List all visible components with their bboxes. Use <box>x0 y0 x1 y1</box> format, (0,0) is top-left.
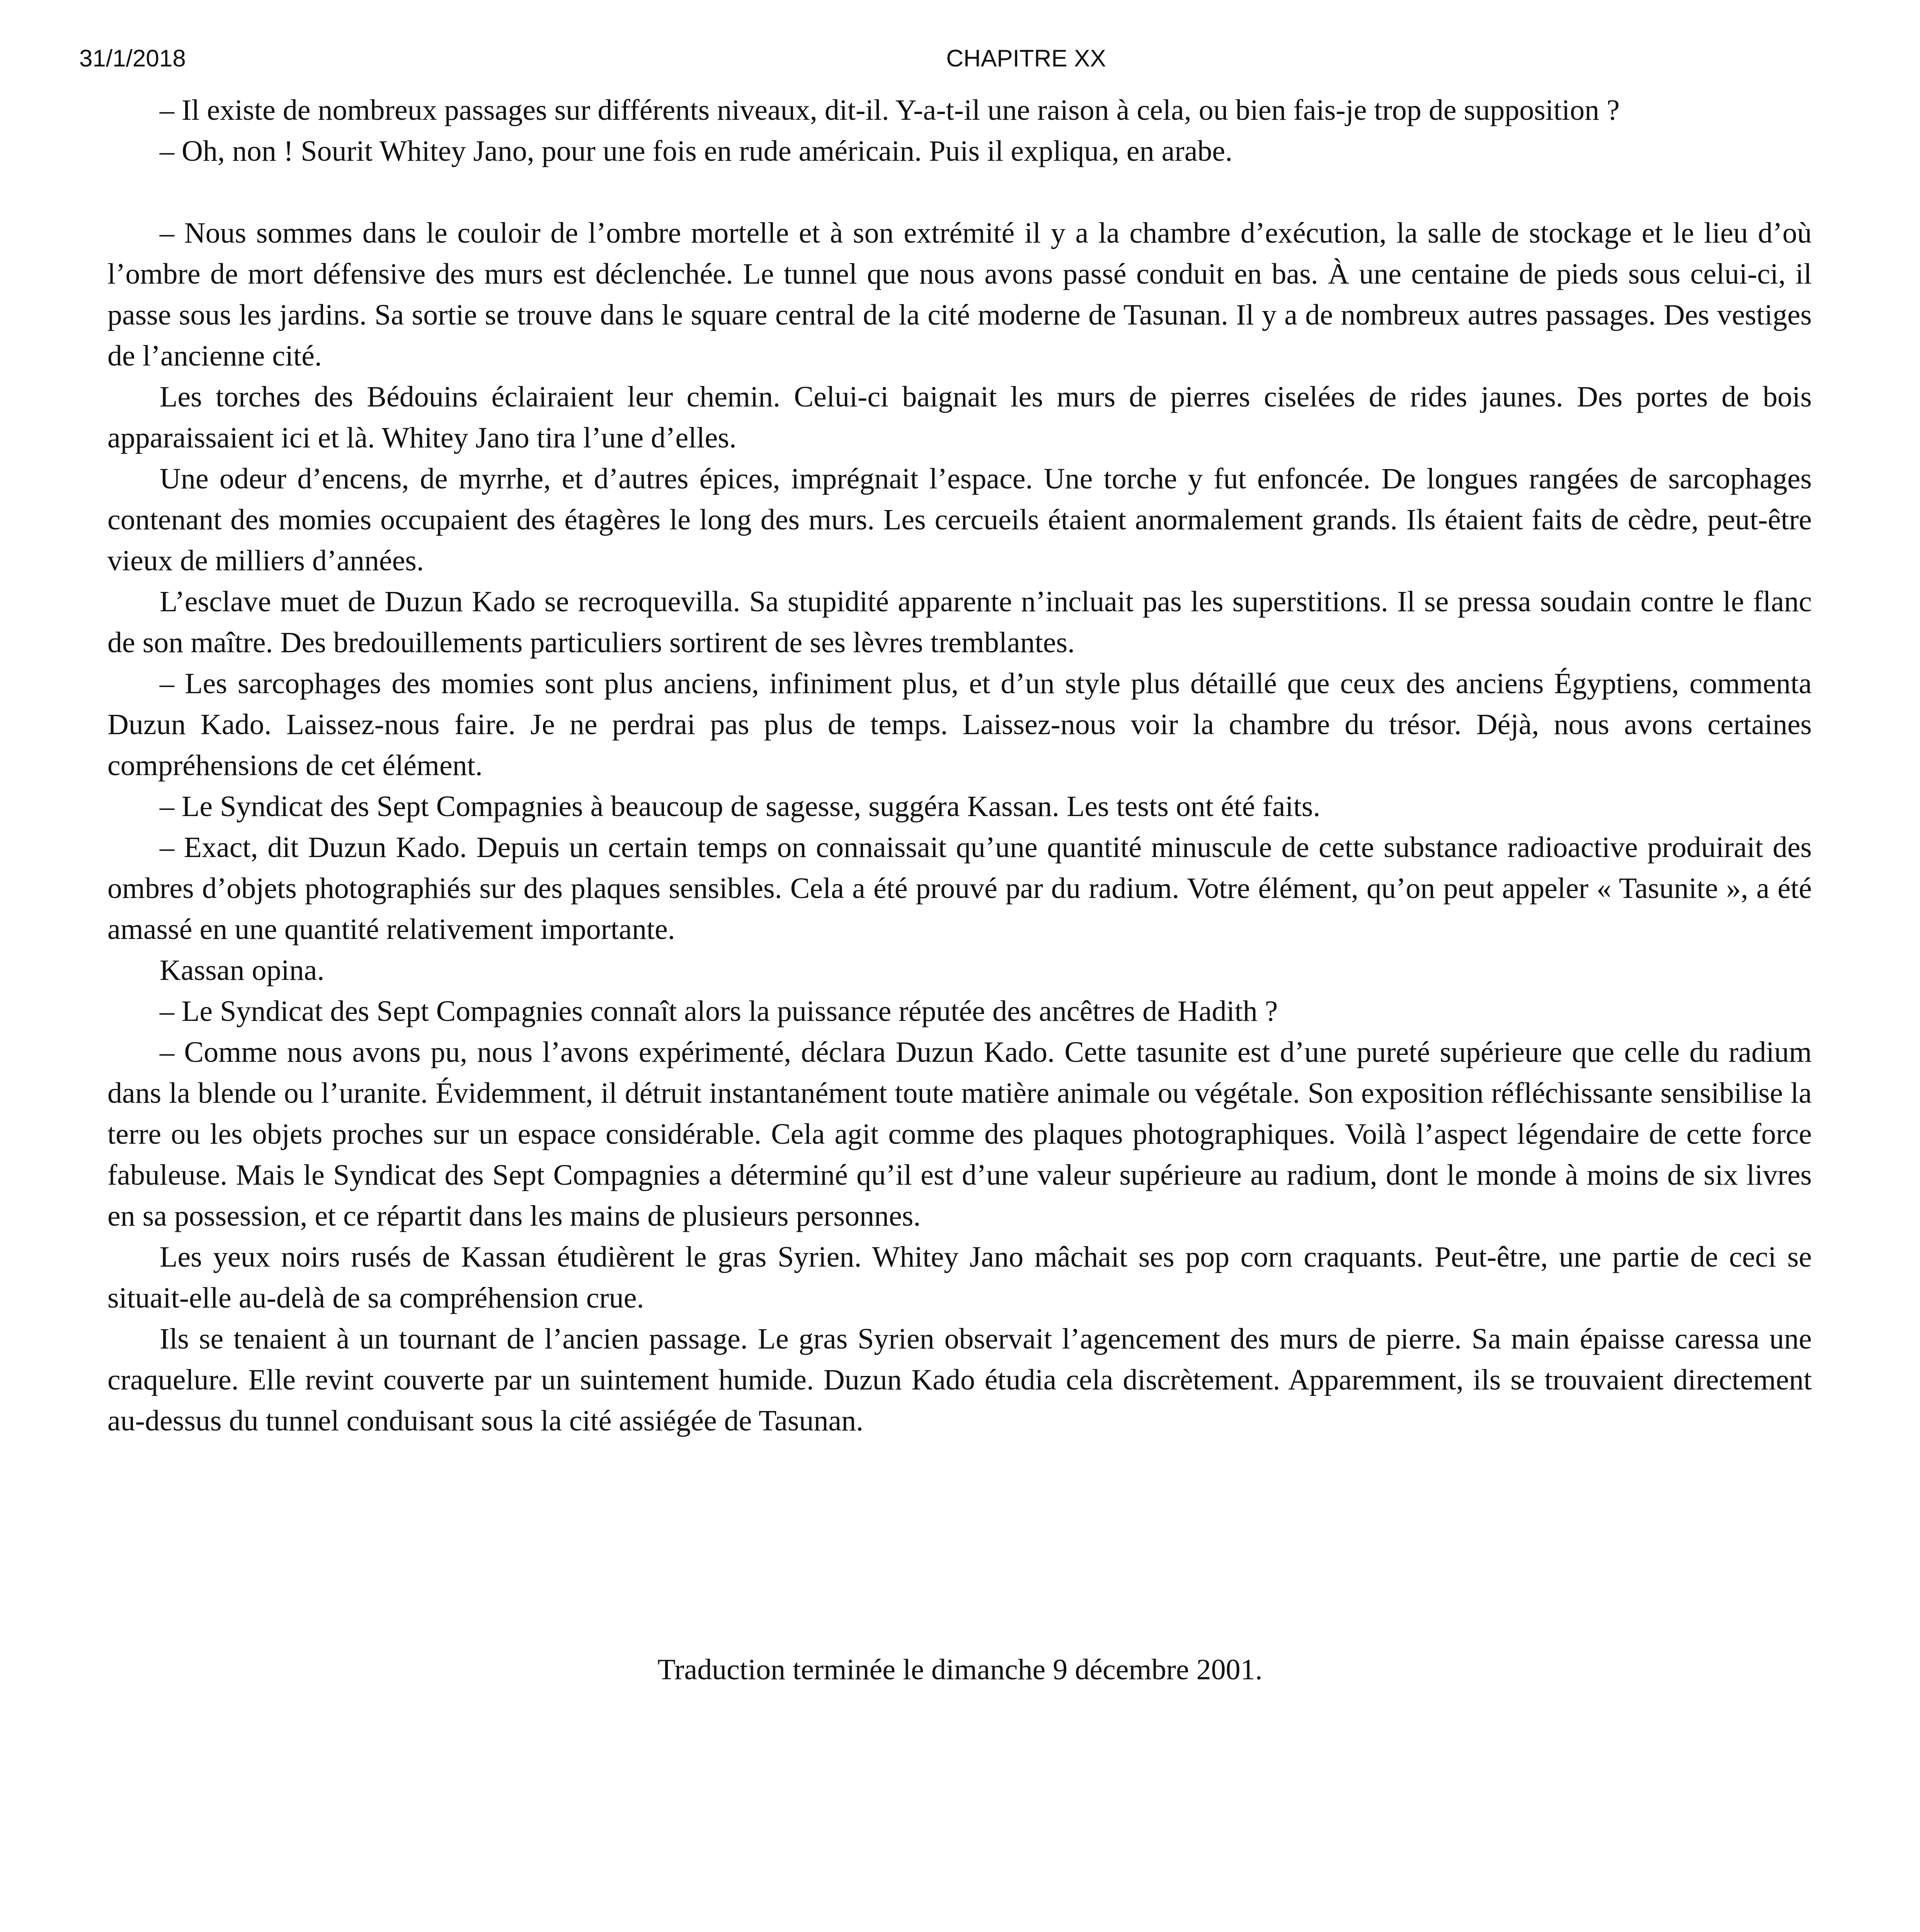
paragraph: – Les sarcophages des momies sont plus anciens, infiniment plus, et d’un style plus détaillé que ceux des anciens Égyptiens, commenta Duzun Kado. Laissez-nous faire. Je ne perdrai pas plus de temps. Laissez-nous voir la chambre du trésor. Déjà, nous avons certaines compréhensions de cet élément. <box>107 667 1812 782</box>
page-title: CHAPITRE XX <box>946 45 1106 72</box>
print-date: 31/1/2018 <box>79 45 186 72</box>
paragraph: Kassan opina. <box>160 954 325 986</box>
paragraph: – Le Syndicat des Sept Compagnies connaît alors la puissance réputée des ancêtres de Hadith ? <box>160 995 1278 1027</box>
paragraph: – Comme nous avons pu, nous l’avons expérimenté, déclara Duzun Kado. Cette tasunite est d’une pureté supérieure que celle du radium dans la blende ou l’uranite. Évidemment, il détruit instantanément toute matière animale ou végétale. Son exposition réfléchissante sensibilise la terre ou les objets proches sur un espace considérable. Cela agit comme des plaques photographiques. Voilà l’aspect légendaire de cette force fabuleuse. Mais le Syndicat des Sept Compagnies a déterminé qu’il est d’une valeur supérieure au radium, dont le monde à moins de six livres en sa possession, et ce répartit dans les mains de plusieurs personnes. <box>107 1036 1812 1232</box>
paragraph: – Il existe de nombreux passages sur différents niveaux, dit-il. Y-a-t-il une raison à cela, ou bien fais-je trop de supposition ? <box>160 94 1620 126</box>
paragraph: L’esclave muet de Duzun Kado se recroquevilla. Sa stupidité apparente n’incluait pas les superstitions. Il se pressa soudain contre le flanc de son maître. Des bredouillements particuliers sortirent de ses lèvres tremblantes. <box>107 585 1812 659</box>
page-header <box>0 43 1920 74</box>
translation-note: Traduction terminée le dimanche 9 décembre 2001. <box>657 1653 1263 1686</box>
chapter-body <box>107 90 1812 1441</box>
paragraph: – Le Syndicat des Sept Compagnies à beaucoup de sagesse, suggéra Kassan. Les tests ont été faits. <box>160 790 1321 823</box>
paragraph: Une odeur d’encens, de myrrhe, et d’autres épices, imprégnait l’espace. Une torche y fut enfoncée. De longues rangées de sarcophages contenant des momies occupaient des étagères le long des murs. Les cercueils étaient anormalement grands. Ils étaient faits de cèdre, peut-être vieux de milliers d’années. <box>107 463 1812 577</box>
paragraph: Ils se tenaient à un tournant de l’ancien passage. Le gras Syrien observait l’agencement des murs de pierre. Sa main épaisse caressa une craquelure. Elle revint couverte par un suintement humide. Duzun Kado étudia cela discrètement. Apparemment, ils se trouvaient directement au-dessus du tunnel conduisant sous la cité assiégée de Tasunan. <box>107 1323 1812 1437</box>
paragraph: Les torches des Bédouins éclairaient leur chemin. Celui-ci baignait les murs de pierres ciselées de rides jaunes. Des portes de bois apparaissaient ici et là. Whitey Jano tira l’une d’elles. <box>107 381 1812 454</box>
paragraph: Les yeux noirs rusés de Kassan étudièrent le gras Syrien. Whitey Jano mâchait ses pop corn craquants. Peut-être, une partie de ceci se situait-elle au-delà de sa compréhension crue. <box>107 1241 1812 1314</box>
paragraph: – Oh, non ! Sourit Whitey Jano, pour une fois en rude américain. Puis il expliqua, en arabe. <box>160 135 1233 167</box>
paragraph: – Exact, dit Duzun Kado. Depuis un certain temps on connaissait qu’une quantité minuscule de cette substance radioactive produirait des ombres d’objets photographiés sur des plaques sensibles. Cela a été prouvé par du radium. Votre élément, qu’on peut appeler « Tasunite », a été amassé en une quantité relativement importante. <box>107 831 1812 946</box>
paragraph: – Nous sommes dans le couloir de l’ombre mortelle et à son extrémité il y a la chambre d’exécution, la salle de stockage et le lieu d’où l’ombre de mort défensive des murs est déclenchée. Le tunnel que nous avons passé conduit en bas. À une centaine de pieds sous celui-ci, il passe sous les jardins. Sa sortie se trouve dans le square central de la cité moderne de Tasunan. Il y a de nombreux autres passages. Des vestiges de l’ancienne cité. <box>107 217 1812 372</box>
